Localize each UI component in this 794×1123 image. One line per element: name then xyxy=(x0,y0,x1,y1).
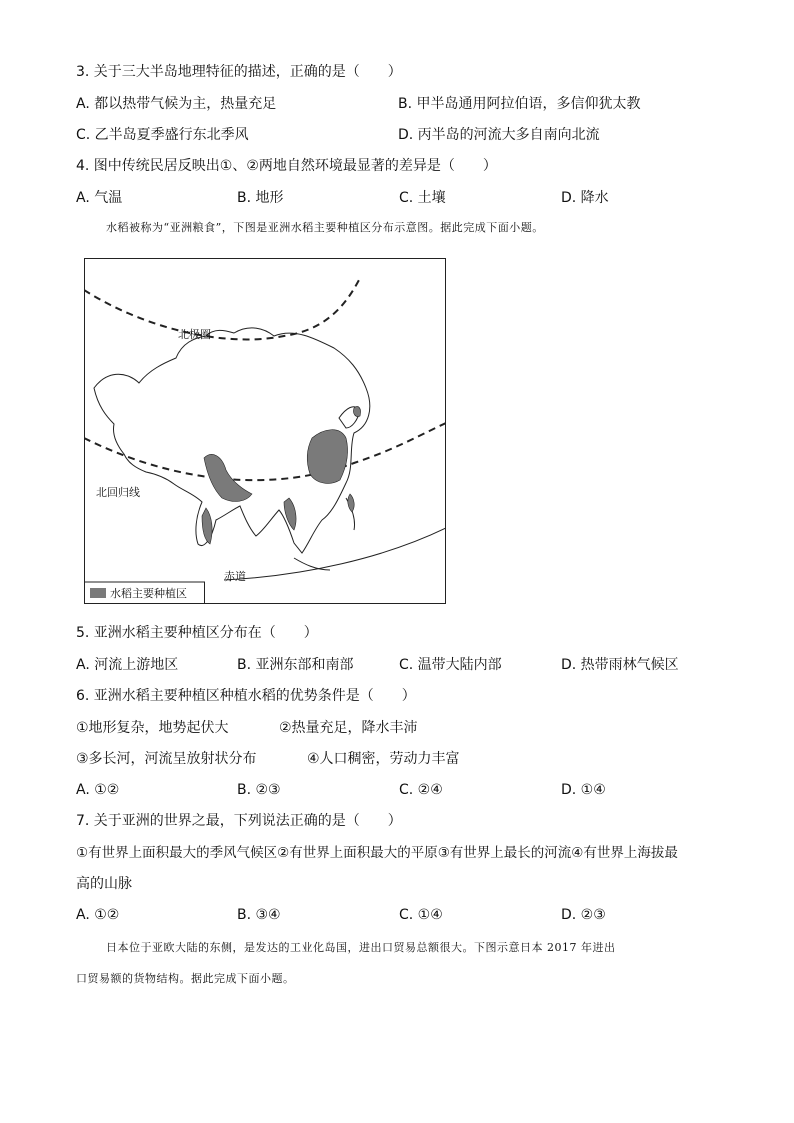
japan-intro-line1: 日本位于亚欧大陆的东侧，是发达的工业化岛国，进出口贸易总额很大。下图示意日本 2017 年进出 xyxy=(106,941,616,954)
q7-option-a: A. ①② xyxy=(76,907,120,923)
equator-label: 赤道 xyxy=(224,570,246,583)
q4-stem: 4. 图中传统民居反映出①、②两地自然环境最显著的差异是（ ） xyxy=(76,158,497,174)
legend-swatch xyxy=(90,588,106,598)
q5-option-d: D. 热带雨林气候区 xyxy=(561,657,679,673)
q7-statements-line1: ①有世界上面积最大的季风气候区②有世界上面积最大的平原③有世界上最长的河流④有世界上海拔最 xyxy=(76,845,678,861)
q4-option-d: D. 降水 xyxy=(561,190,609,206)
q4-option-b: B. 地形 xyxy=(237,190,284,206)
arctic-circle-label: 北极圈 xyxy=(178,328,211,341)
q3-option-c: C. 乙半岛夏季盛行东北季风 xyxy=(76,127,249,143)
q7-option-c: C. ①④ xyxy=(399,907,443,923)
q5-stem: 5. 亚洲水稻主要种植区分布在（ ） xyxy=(76,625,318,641)
q4-option-a: A. 气温 xyxy=(76,190,123,206)
q7-stem: 7. 关于亚洲的世界之最，下列说法正确的是（ ） xyxy=(76,813,402,829)
q3-stem: 3. 关于三大半岛地理特征的描述，正确的是（ ） xyxy=(76,64,402,80)
tropic-label: 北回归线 xyxy=(96,486,140,499)
map-frame xyxy=(85,259,446,604)
q4-option-c: C. 土壤 xyxy=(399,190,446,206)
legend-label: 水稻主要种植区 xyxy=(110,587,187,600)
rice-intro-text: 水稻被称为“亚洲粮食”，下图是亚洲水稻主要种植区分布示意图。据此完成下面小题。 xyxy=(106,221,544,234)
q5-option-b: B. 亚洲东部和南部 xyxy=(237,657,354,673)
q6-statement-4: ④人口稠密，劳动力丰富 xyxy=(307,751,460,767)
q7-option-d: D. ②③ xyxy=(561,907,606,923)
q3-option-b: B. 甲半岛通用阿拉伯语，多信仰犹太教 xyxy=(398,96,641,112)
q6-statement-1: ①地形复杂，地势起伏大 xyxy=(76,720,229,736)
asia-rice-map xyxy=(84,258,446,604)
q6-option-c: C. ②④ xyxy=(399,782,443,798)
q6-option-d: D. ①④ xyxy=(561,782,606,798)
q5-option-a: A. 河流上游地区 xyxy=(76,657,179,673)
rice-region-japan xyxy=(353,406,360,416)
q3-option-d: D. 丙半岛的河流大多自南向北流 xyxy=(398,127,600,143)
q7-option-b: B. ③④ xyxy=(237,907,281,923)
q5-option-c: C. 温带大陆内部 xyxy=(399,657,502,673)
rice-region-china xyxy=(307,430,347,484)
q6-option-b: B. ②③ xyxy=(237,782,281,798)
japan-intro-line2: 口贸易额的货物结构。据此完成下面小题。 xyxy=(76,972,295,985)
q6-statement-3: ③多长河，河流呈放射状分布 xyxy=(76,751,257,767)
q6-statement-2: ②热量充足，降水丰沛 xyxy=(279,720,418,736)
q6-option-a: A. ①② xyxy=(76,782,120,798)
q6-stem: 6. 亚洲水稻主要种植区种植水稻的优势条件是（ ） xyxy=(76,688,416,704)
q3-option-a: A. 都以热带气候为主，热量充足 xyxy=(76,96,277,112)
q7-statements-line2: 高的山脉 xyxy=(76,876,132,892)
